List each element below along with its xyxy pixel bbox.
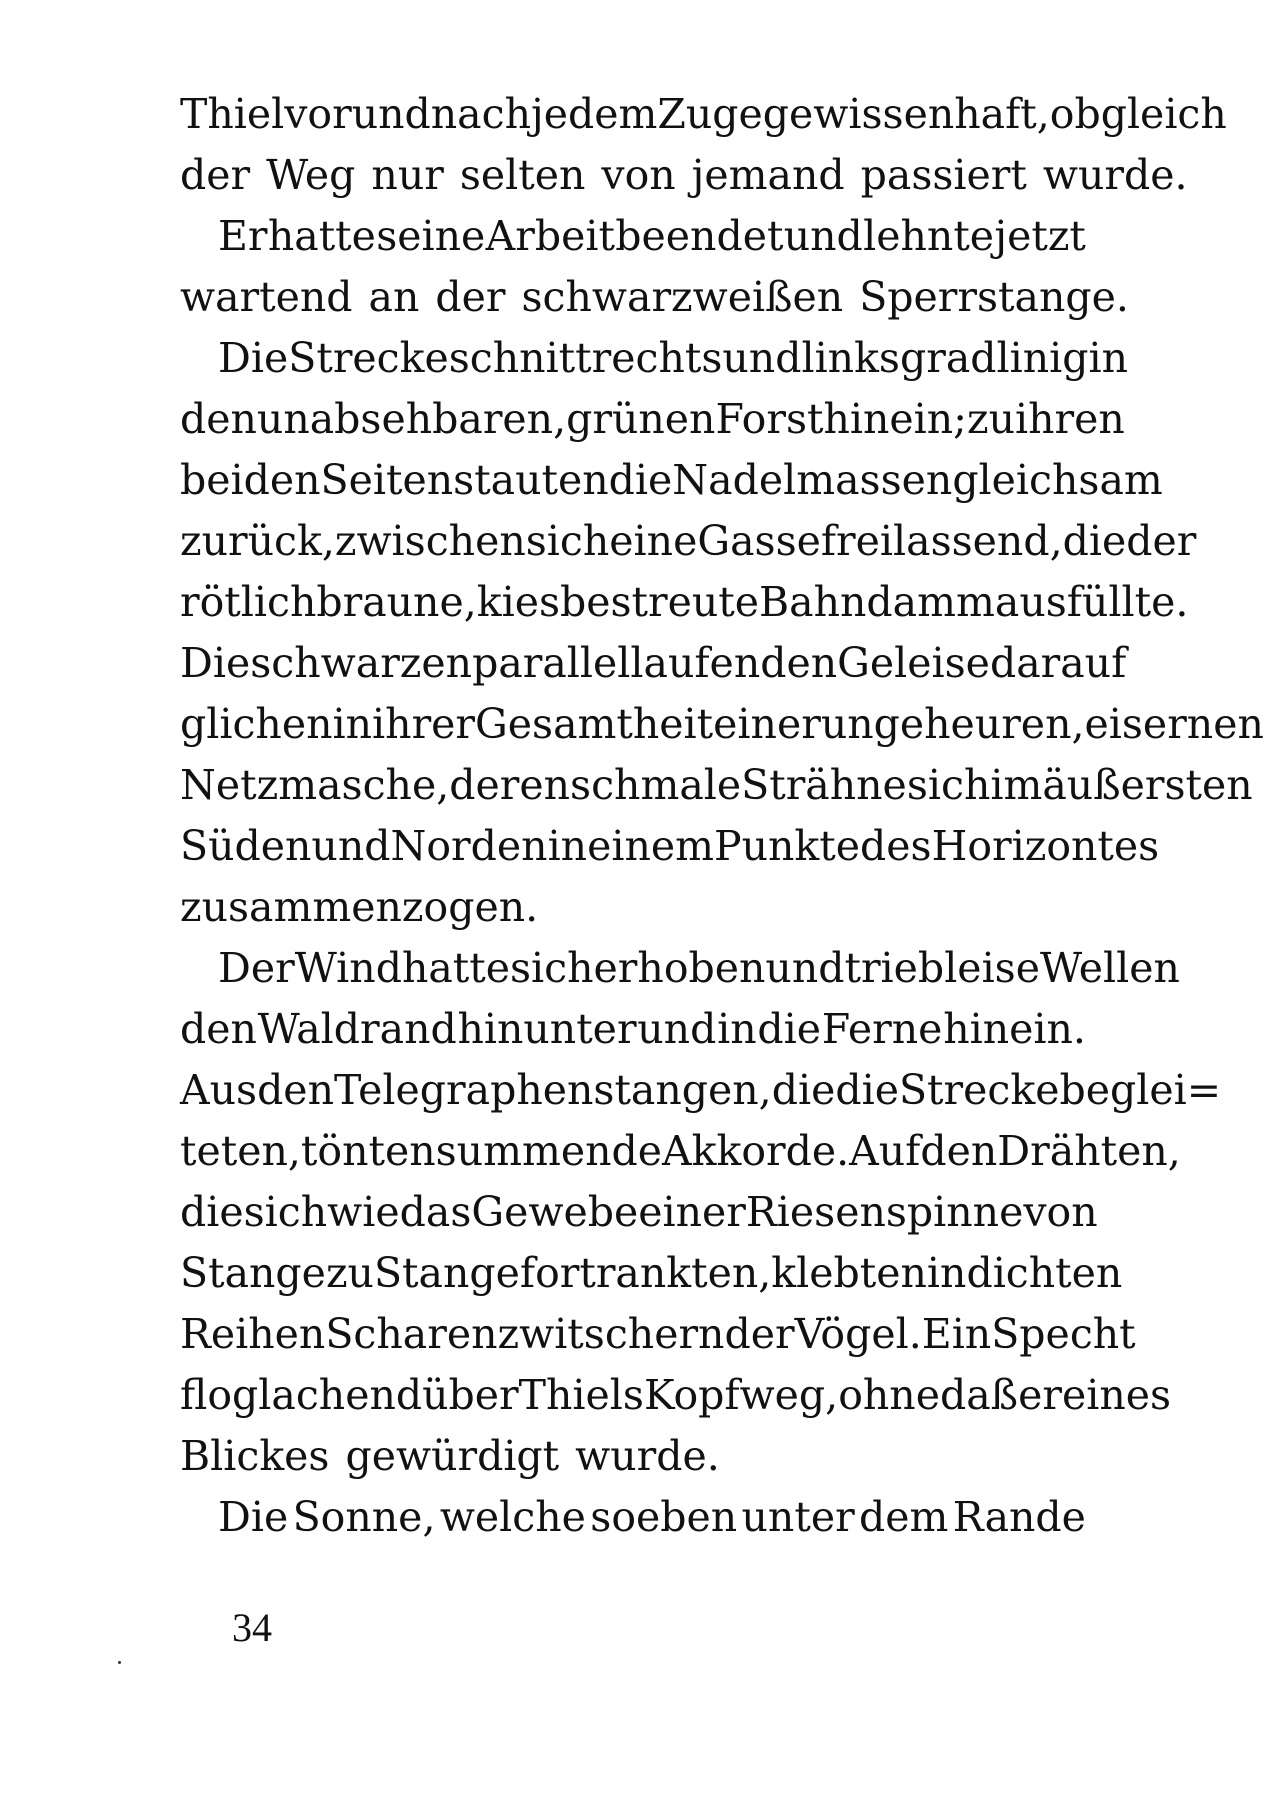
word: zwitschernder [497, 1310, 795, 1358]
word: Thiel [180, 90, 285, 138]
text-line [180, 755, 1253, 816]
word: Bahndamm [759, 578, 995, 626]
word: Arbeit [485, 212, 615, 260]
word: und [311, 822, 391, 870]
word: wartend [180, 273, 353, 321]
word: im [990, 761, 1043, 809]
word: von [601, 151, 676, 199]
text-line [180, 938, 1180, 999]
word: weg, [739, 1371, 839, 1419]
word: jedem [530, 90, 658, 138]
text-line [180, 1060, 1222, 1121]
word: Sperrstange. [859, 273, 1129, 321]
word: vor [284, 90, 352, 138]
word: parallellaufenden [472, 639, 838, 687]
word: summende [435, 1127, 663, 1175]
word: selten [459, 151, 586, 199]
word: nur [371, 151, 444, 199]
word: hinunter [457, 1005, 637, 1053]
word: der [435, 273, 506, 321]
word: soeben [590, 1493, 738, 1541]
word: hinein. [943, 1005, 1086, 1053]
word: den [180, 1005, 257, 1053]
word: sich [525, 517, 610, 565]
word: schwarzen [250, 639, 473, 687]
word: Nadelmassen [672, 456, 953, 504]
word: schnitt [448, 334, 592, 382]
word: zwischen [334, 517, 526, 565]
word: und [783, 212, 863, 260]
word: gewissenhaft, [762, 90, 1050, 138]
word: Geleise [837, 639, 990, 687]
word: Wind [294, 944, 402, 992]
word: deren [449, 761, 571, 809]
word: und [637, 1005, 717, 1053]
word: schmale [570, 761, 742, 809]
text-line [180, 633, 1127, 694]
word: ohne [838, 1371, 940, 1419]
word: den [257, 1066, 334, 1114]
word: zu [325, 1249, 374, 1297]
word: in [332, 700, 373, 748]
word: rechts [591, 334, 723, 382]
word: einer [638, 1188, 746, 1236]
word: Specht [991, 1310, 1136, 1358]
word: zusammenzogen. [180, 883, 539, 931]
word: die [757, 1005, 821, 1053]
word: sich [906, 761, 991, 809]
word: daß [939, 1371, 1019, 1419]
word: Punkte [714, 822, 861, 870]
word: eine [609, 517, 698, 565]
word: Die [180, 639, 251, 687]
word: Blickes [180, 1432, 330, 1480]
word: gewürdigt [345, 1432, 560, 1480]
word: Kopf [643, 1371, 740, 1419]
text-line [180, 694, 1264, 755]
word: hatte [267, 212, 376, 260]
word: zu [967, 395, 1016, 443]
word: einem [587, 822, 715, 870]
word: Reihen [180, 1310, 326, 1358]
word: jemand [691, 151, 845, 199]
word: jetzt [994, 212, 1086, 260]
word: Strähne [741, 761, 907, 809]
word: hinein; [823, 395, 967, 443]
word: ausfüllte. [994, 578, 1189, 626]
word: Er [218, 212, 268, 260]
word: den [180, 395, 257, 443]
word: erhoben [593, 944, 766, 992]
word: Strecke [898, 1066, 1060, 1114]
word: ihren [1015, 395, 1125, 443]
word: Aus [180, 1066, 258, 1114]
word: in [547, 822, 588, 870]
word: unter [741, 1493, 855, 1541]
word: über [422, 1371, 519, 1419]
word: beendet [615, 212, 784, 260]
word: dichten [966, 1249, 1123, 1297]
word: äußersten [1042, 761, 1253, 809]
word: unabsehbaren, [256, 395, 567, 443]
word: stauten [453, 456, 609, 504]
text-line [180, 84, 1227, 145]
text-line [180, 328, 1129, 389]
word: und [765, 944, 845, 992]
word: Die [218, 1493, 289, 1541]
word: beglei= [1059, 1066, 1222, 1114]
word: hatte [401, 944, 511, 992]
text-line [180, 1182, 1098, 1243]
word: der [180, 151, 251, 199]
word: sich [243, 1188, 328, 1236]
word: er [1018, 1371, 1062, 1419]
word: Gesamtheit [475, 700, 714, 748]
word: Scharen [325, 1310, 498, 1358]
text-line [180, 145, 1188, 206]
word: Ein [921, 1310, 992, 1358]
word: wie [327, 1188, 400, 1236]
word: grünen [566, 395, 716, 443]
text-line [180, 877, 1086, 938]
word: teten, [180, 1127, 301, 1175]
word: Telegraphenstangen, [333, 1066, 772, 1114]
word: gradlinig [899, 334, 1089, 382]
word: Forst [715, 395, 824, 443]
word: Stange [373, 1249, 520, 1297]
word: rötlichbraune, [180, 578, 477, 626]
word: sich [510, 944, 594, 992]
word: lehnte [863, 212, 995, 260]
word: Weg [266, 151, 356, 199]
word: an [368, 273, 420, 321]
word: in [1088, 334, 1129, 382]
word: die [835, 1066, 899, 1114]
word: Strecke [288, 334, 449, 382]
word: Thiels [518, 1371, 644, 1419]
print-speck [118, 1661, 121, 1664]
word: von [1023, 1188, 1098, 1236]
word: Waldrand [257, 1005, 457, 1053]
word: passiert [860, 151, 1027, 199]
text-line [180, 816, 1160, 877]
word: eisernen [1084, 700, 1264, 748]
word: links [801, 334, 900, 382]
word: Rande [952, 1493, 1086, 1541]
word: Stange [180, 1249, 326, 1297]
word: Seiten [320, 456, 454, 504]
word: Sonne, [292, 1493, 436, 1541]
word: des [860, 822, 932, 870]
text-line [180, 999, 1086, 1060]
text-line [180, 1121, 1181, 1182]
word: Norden [390, 822, 548, 870]
word: beiden [180, 456, 321, 504]
word: freilassend, [820, 517, 1063, 565]
word: wurde. [575, 1432, 720, 1480]
text-line [180, 389, 1125, 450]
word: Zuge [657, 90, 763, 138]
word: fortrankten, [519, 1249, 772, 1297]
word: Die [218, 334, 289, 382]
word: Horizontes [931, 822, 1160, 870]
word: Der [218, 944, 295, 992]
text-line [180, 1243, 1123, 1304]
word: die [1062, 517, 1127, 565]
word: das [399, 1188, 472, 1236]
word: seine [376, 212, 486, 260]
word: trieb [844, 944, 945, 992]
word: leise [944, 944, 1040, 992]
word: klebten [771, 1249, 927, 1297]
word: ihrer [372, 700, 476, 748]
word: darauf [989, 639, 1127, 687]
word: Ferne [821, 1005, 943, 1053]
word: den [920, 1127, 998, 1175]
word: Süden [180, 822, 312, 870]
word: Gewebe [471, 1188, 639, 1236]
text-line [180, 206, 1086, 267]
word: Netzmasche, [180, 761, 450, 809]
text-line [180, 1426, 1086, 1487]
text-line [180, 1365, 1172, 1426]
word: und [722, 334, 802, 382]
text-line [180, 1304, 1136, 1365]
word: dem [859, 1493, 949, 1541]
text-line [180, 1487, 1086, 1548]
word: eines [1061, 1371, 1172, 1419]
word: und [351, 90, 431, 138]
word: ungeheuren, [820, 700, 1085, 748]
word: Gasse [697, 517, 821, 565]
word: schwarzweißen [521, 273, 844, 321]
word: Wellen [1039, 944, 1180, 992]
word: der [1126, 517, 1197, 565]
word: lachend [258, 1371, 423, 1419]
word: Auf [849, 1127, 921, 1175]
word: glichen [180, 700, 333, 748]
word: gleichsam [952, 456, 1163, 504]
word: Akkorde. [662, 1127, 850, 1175]
word: zurück, [180, 517, 335, 565]
word: flog [180, 1371, 259, 1419]
text-line [180, 572, 1189, 633]
word: Riesenspinne [745, 1188, 1024, 1236]
word: die [180, 1188, 244, 1236]
word: Vögel. [794, 1310, 922, 1358]
word: nach [430, 90, 531, 138]
text-line [180, 267, 1129, 328]
word: welche [439, 1493, 586, 1541]
word: in [717, 1005, 757, 1053]
word: kiesbestreute [476, 578, 760, 626]
word: einer [713, 700, 821, 748]
word: die [608, 456, 673, 504]
word: obgleich [1049, 90, 1227, 138]
word: Drähten, [997, 1127, 1181, 1175]
word: wurde. [1042, 151, 1188, 199]
word: die [771, 1066, 836, 1114]
text-line [180, 450, 1163, 511]
word: tönten [300, 1127, 436, 1175]
page-number: 34 [232, 1605, 272, 1650]
word: in [926, 1249, 967, 1297]
body-text [180, 84, 1264, 1548]
text-line [180, 511, 1197, 572]
